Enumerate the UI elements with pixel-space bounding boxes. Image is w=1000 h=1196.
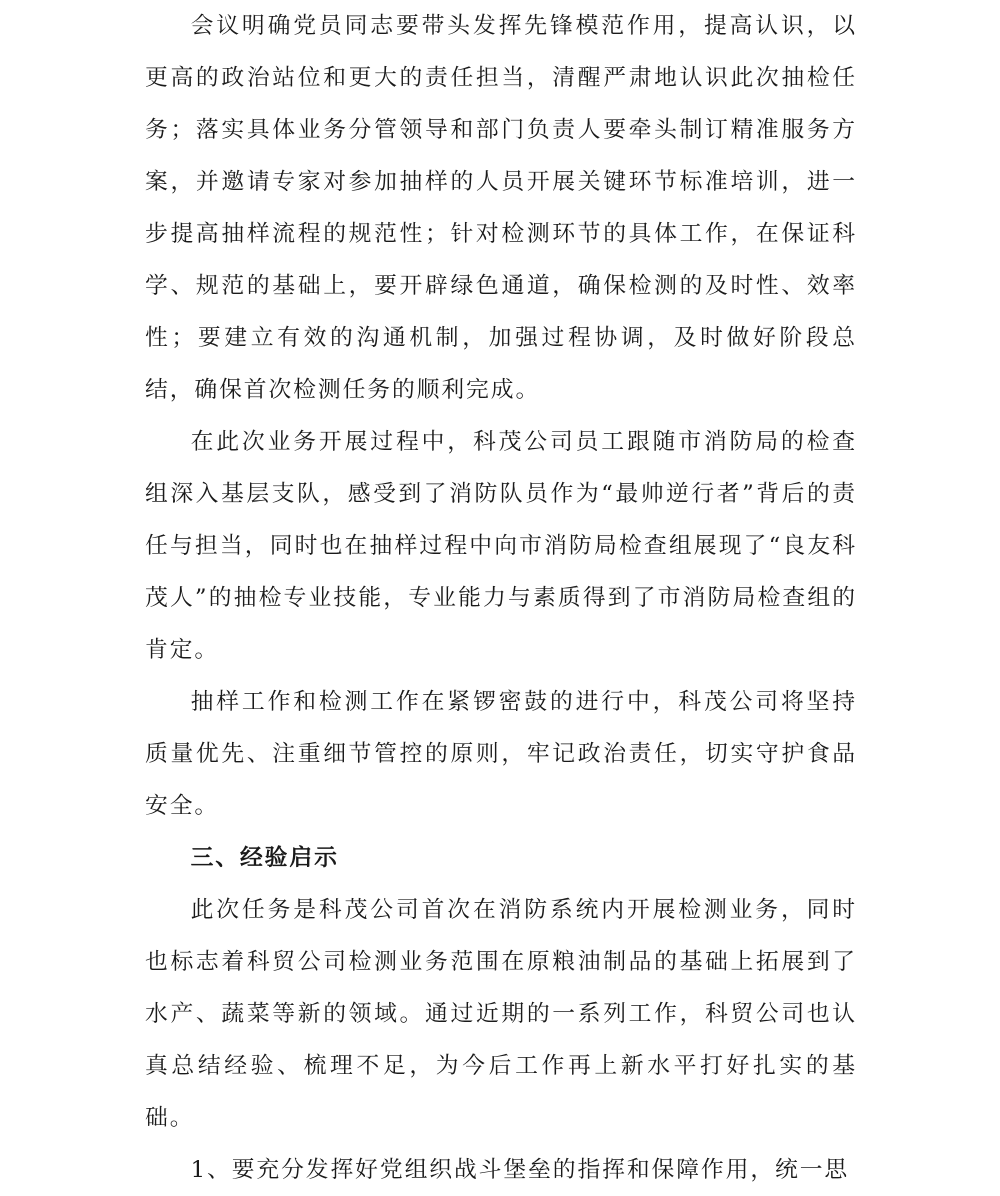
paragraph-meeting: 会议明确党员同志要带头发挥先锋模范作用，提高认识，以更高的政治站位和更大的责任担当，清醒严肃地认识此次抽检任务；落实具体业务分管领导和部门负责人要牵头制订精准服务方案，并邀请专家对参加抽样的人员开展关键环节标准培训，进一步提高抽样流程的规范性；针对检测环节的具体工作，在保证科学、规范的基础上，要开辟绿色通道，确保检测的及时性、效率性；要建立有效的沟通机制，加强过程协调，及时做好阶段总结，确保首次检测任务的顺利完成。 <box>145 13 857 403</box>
paragraph-sampling-work: 抽样工作和检测工作在紧锣密鼓的进行中，科茂公司将坚持质量优先、注重细节管控的原则，牢记政治责任，切实守护食品安全。 <box>145 689 857 819</box>
paragraph-business-process: 在此次业务开展过程中，科茂公司员工跟随市消防局的检查组深入基层支队，感受到了消防队员作为“最帅逆行者”背后的责任与担当，同时也在抽样过程中向市消防局检查组展现了“良友科茂人”的抽检专业技能，专业能力与素质得到了市消防局检查组的肯定。 <box>145 429 857 663</box>
document-page <box>145 0 857 1196</box>
section-heading: 三、经验启示 <box>190 845 339 871</box>
paragraph-task-summary: 此次任务是科茂公司首次在消防系统内开展检测业务，同时也标志着科贸公司检测业务范围在原粮油制品的基础上拓展到了水产、蔬菜等新的领域。通过近期的一系列工作，科贸公司也认真总结经验、梳理不足，为今后工作再上新水平打好扎实的基础。 <box>145 897 857 1131</box>
paragraph-point-one: 1、要充分发挥好党组织战斗堡垒的指挥和保障作用，统一思 <box>190 1157 850 1183</box>
